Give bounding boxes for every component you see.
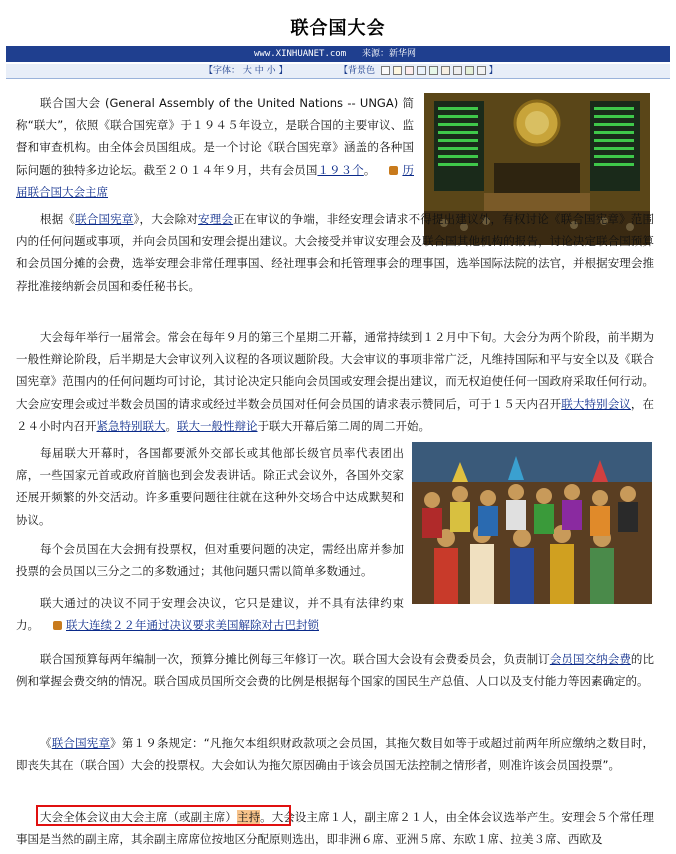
special-session-link[interactable]: 联大特别会议 <box>561 396 631 411</box>
intro-end: 。 <box>363 162 376 177</box>
source-label: 来源： <box>362 49 390 59</box>
un-charter-link[interactable]: 联合国宪章 <box>75 212 134 226</box>
bg-color-swatch[interactable] <box>417 66 426 75</box>
p3-text-b: ，在２４小时内召开 <box>16 396 655 433</box>
bg-color-swatch[interactable] <box>465 66 474 75</box>
past-presidents-link[interactable]: 历届联合国大会主席 <box>16 162 414 199</box>
paragraph-functions <box>16 208 654 297</box>
p9-text-a: 大会全体会议由大会主席（或副主席） <box>40 810 237 824</box>
un-charter-link-2[interactable]: 联合国宪章 <box>51 736 111 750</box>
paragraph-sessions <box>16 326 654 437</box>
bg-color-label: 【背景色 <box>339 66 376 76</box>
p3-text-c: 。 <box>165 418 177 433</box>
intro-text: 联合国大会 (General Assembly of the United Nations -- UNGA) 简称“联大”，依照《联合国宪章》于１９４５年设立，是联合国的主要审议、监督和审查机构。由全体会员国组成。是一个讨论《联合国宪章》涵盖的各种国际问题的独特多边论坛。截至２０１４年９月，共有会员国 <box>16 96 414 177</box>
paragraph-intro <box>16 92 414 203</box>
font-size-close: 】 <box>278 66 288 76</box>
site-url[interactable]: www.XINHUANET.com <box>254 49 347 59</box>
p8-text-a: 《 <box>40 736 52 750</box>
p7-text-a: 联合国预算每两年编制一次，预算分摊比例每三年修订一次。联合国大会设有会费委员会，负责制订 <box>40 652 550 666</box>
bg-color-swatch[interactable] <box>441 66 450 75</box>
bg-color-close: 】 <box>488 66 498 76</box>
member-dues-link[interactable]: 会员国交纳会费 <box>549 652 631 666</box>
page-title: 联合国大会 <box>290 18 386 39</box>
paragraph-article-19 <box>16 732 654 776</box>
p2-text-b: 》，大会除对 <box>133 212 199 226</box>
bg-color-swatch[interactable] <box>393 66 402 75</box>
p5-text: 每个会员国在大会拥有投票权，但对重要问题的决定，需经出席并参加投票的会员国以三分之二的多数通过；其他问题只需以简单多数通过。 <box>16 542 404 579</box>
bullet-icon <box>53 621 62 630</box>
font-size-large[interactable]: 大 <box>242 66 252 76</box>
delegates-costume-photo <box>412 442 652 604</box>
font-size-label: 【字体： <box>204 66 241 76</box>
bullet-icon <box>389 166 398 175</box>
bg-color-swatch[interactable] <box>429 66 438 75</box>
bg-color-swatch[interactable] <box>453 66 462 75</box>
paragraph-voting <box>16 538 404 582</box>
p9-text-b: 。大会设主席１人，副主席２１人，由全体会议选举产生。安理会５个常任理事国是当然的副主席，其余副主席席位按地区分配原则选出，即非洲６席、亚洲５席、东欧１席、拉美３席、西欧及 <box>16 810 655 847</box>
bg-color-swatch[interactable] <box>477 66 486 75</box>
general-debate-link[interactable]: 联大一般性辩论 <box>177 418 258 433</box>
bg-color-swatch[interactable] <box>405 66 414 75</box>
font-size-medium[interactable]: 中 <box>254 66 264 76</box>
p2-text-a: 根据《 <box>40 212 76 226</box>
p6-text: 联大通过的决议不同于安理会决议，它只是建议，并不具有法律约束力。 <box>16 596 404 633</box>
paragraph-resolutions <box>16 592 404 636</box>
member-count-link[interactable]: １９３个 <box>317 162 364 177</box>
p8-text-b: 》第１９条规定：“凡拖欠本组织财政款项之会员国，其拖欠数目如等于或超过前两年所应缴纳之数目时，即丧失其在（联合国）大会的投票权。大会如认为拖欠原因确由于该会员国无法控制之情形者，则准许该会员国投票”。 <box>16 736 655 773</box>
source-bar <box>6 46 670 62</box>
p3-text-a: 大会每年举行一届常会。常会在每年９月的第三个星期二开幕，通常持续到１２月中下旬。大会分为两个阶段，前半期为一般性辩论阶段，后半期是大会审议列入议程的各项议题阶段。大会审议的事项非常广泛，凡维持国际和平与安全以及《联合国宪章》范围内的任何问题均可讨论，其讨论决定只能向会员国或安理会提出建议，而无权迫使任何一国政府采取任何行动。大会应安理会或过半数会员国的请求或经过半数会员国对任何会员国的请求表示赞同后，可于１５天内召开 <box>16 330 654 411</box>
highlighted-word: 主持 <box>236 810 261 824</box>
security-council-link[interactable]: 安理会 <box>198 212 234 226</box>
p2-text-c: 正在审议的争端，非经安理会请求不得提出建议外，有权讨论《联合国宪章》范围内的任何问题或事项，并向会员国和安理会提出建议。大会接受并审议安理会及联合国其他机构的报告，讨论决定联合国预算和会员国分摊的会费，选举安理会非常任理事国、经社理事会和托管理事会的理事国，选举国际法院的法官，并根据安理会推荐批准接纳新会员国和委任秘书长。 <box>16 212 655 293</box>
p3-text-d: 于联大开幕后第二周的周二开始。 <box>257 418 430 433</box>
paragraph-budget <box>16 648 654 692</box>
emergency-session-link[interactable]: 紧急特别联大 <box>96 418 166 433</box>
p4-text: 每届联大开幕时，各国都要派外交部长或其他部长级官员率代表团出席，一些国家元首或政府首脑也到会发表讲话。除正式会议外，各国外交家还展开频繁的外交活动。许多重要问题往往就在这种外交场合中达成默契和协议。 <box>16 446 404 527</box>
font-size-small[interactable]: 小 <box>266 66 276 76</box>
cuba-embargo-link[interactable]: 联大连续２２年通过决议要求美国解除对古巴封锁 <box>66 618 319 633</box>
highlight-box <box>36 805 291 826</box>
paragraph-diplomacy <box>16 442 404 531</box>
source-name: 新华网 <box>389 49 417 59</box>
bg-color-swatch[interactable] <box>381 66 390 75</box>
p7-text-b: 的比例和掌握会费交纳的情况。联合国成员国所交会费的比例是根据每个国家的国民生产总值、人口以及支付能力等因素确定的。 <box>16 652 655 689</box>
reading-toolbar <box>6 64 670 79</box>
bg-color-swatches <box>378 66 486 76</box>
